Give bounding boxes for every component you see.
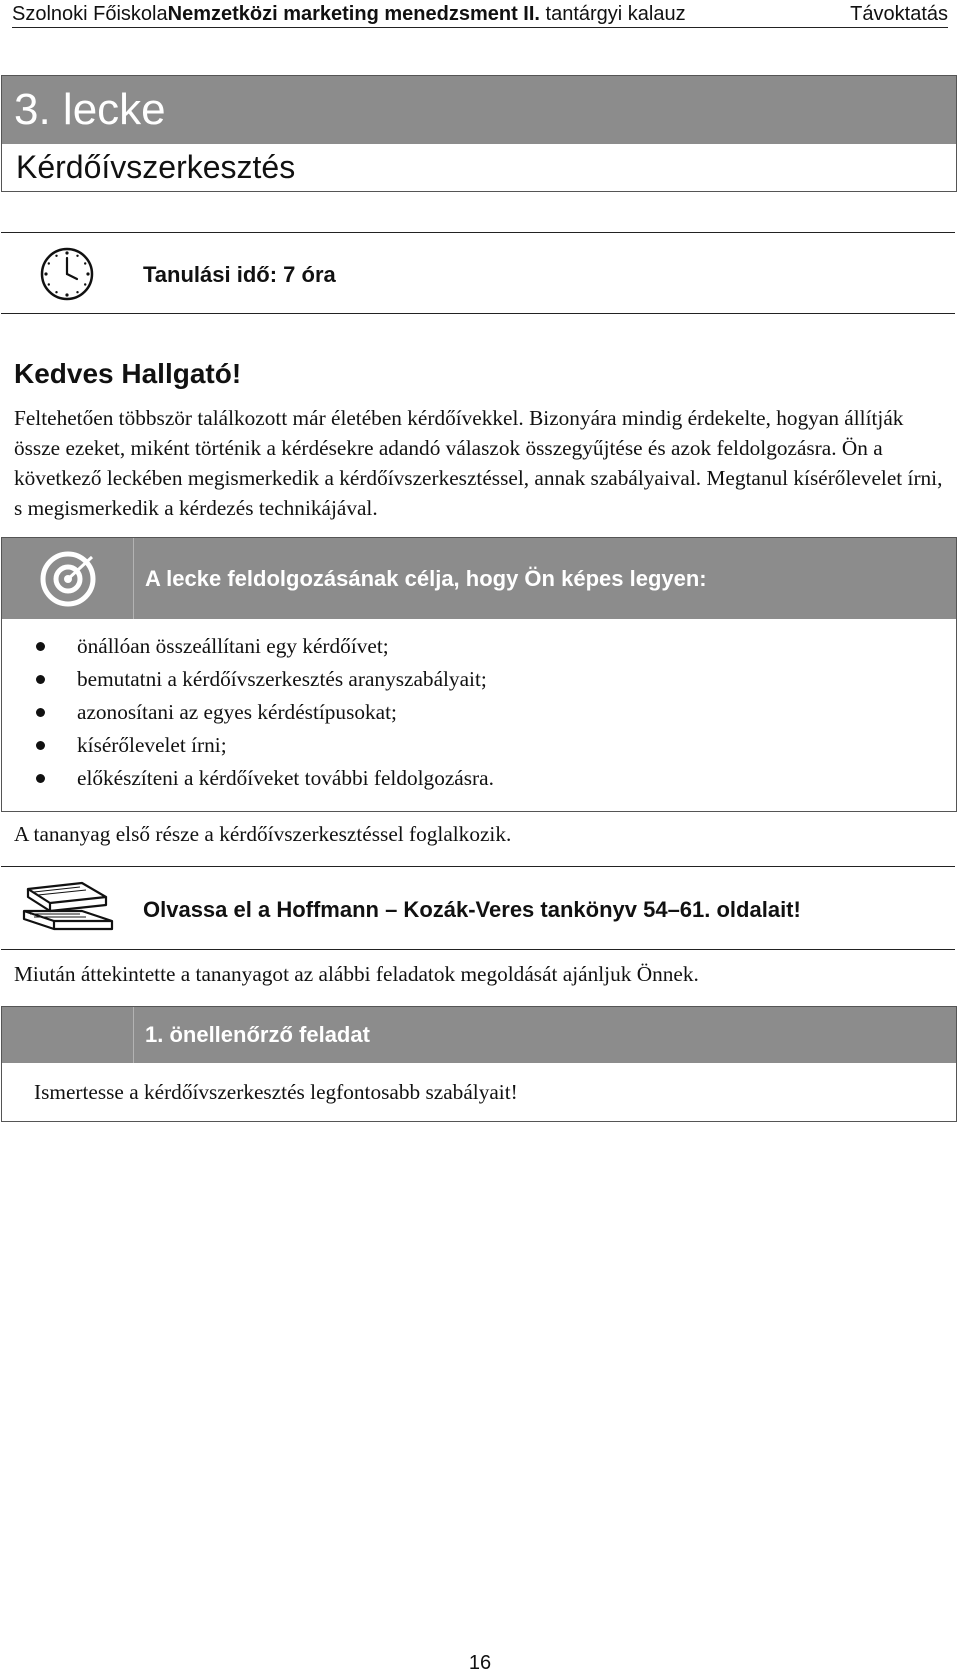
divider <box>1 313 955 314</box>
goal-box <box>1 537 957 812</box>
target-icon <box>38 549 98 609</box>
divider <box>1 866 955 867</box>
reading-assignment: Olvassa el a Hoffmann – Kozák-Veres tankönyv 54–61. oldalait! <box>143 897 801 922</box>
list-item: bemutatni a kérdőívszerkesztés aranyszabályait; <box>2 663 494 696</box>
intro-paragraph: Feltehetően többször találkozott már életében kérdőívekkel. Bizonyára mindig érdekelte, hogyan állítják össze ezeket, miként történik a kérdésekre adandó válaszok összegyűjtése és azok feldolgozásra. Ön a következő leckében megismerkedik a kérdőívszerkesztéssel, annak szabályaival. Megtanul kísérőlevelet írni, s megismerkedik a kérdezés technikájával. <box>14 406 943 520</box>
header-institution: Szolnoki Főiskola <box>12 3 168 25</box>
lesson-number: 3. lecke <box>2 76 956 144</box>
list-item: önállóan összeállítani egy kérdőívet; <box>2 630 494 663</box>
task-title: 1. önellenőrző feladat <box>145 1022 370 1047</box>
list-item: kísérőlevelet írni; <box>2 729 494 762</box>
header-course-rest: tantárgyi kalauz <box>539 3 686 25</box>
study-time: Tanulási idő: 7 óra <box>143 262 336 287</box>
part-note: A tananyag első része a kérdőívszerkesztéssel foglalkozik. <box>14 822 512 846</box>
list-item: azonosítani az egyes kérdéstípusokat; <box>2 696 494 729</box>
goal-list <box>2 630 494 795</box>
task-box <box>1 1006 957 1122</box>
lesson-title-box <box>1 75 957 192</box>
goal-header <box>2 538 956 619</box>
header-mode: Távoktatás <box>850 3 948 25</box>
divider <box>1 949 955 950</box>
list-item: előkészíteni a kérdőíveket további feldolgozásra. <box>2 762 494 795</box>
page-number: 16 <box>468 1652 492 1674</box>
header-course <box>12 3 686 26</box>
goal-icon-cell <box>2 538 134 619</box>
task-body: Ismertesse a kérdőívszerkesztés legfontosabb szabályait! <box>34 1080 518 1104</box>
divider <box>1 232 955 233</box>
after-note: Miután áttekintette a tananyagot az alábbi feladatok megoldását ajánljuk Önnek. <box>14 962 699 986</box>
greeting: Kedves Hallgató! <box>14 358 242 389</box>
page-header <box>12 0 948 28</box>
header-course-bold: Nemzetközi marketing menedzsment II. <box>167 3 540 25</box>
task-icon-cell <box>2 1007 134 1063</box>
books-icon <box>20 877 116 935</box>
clock-icon <box>40 246 94 302</box>
lesson-title: Kérdőívszerkesztés <box>16 149 296 185</box>
task-header <box>2 1007 956 1063</box>
goal-heading: A lecke feldolgozásának célja, hogy Ön képes legyen: <box>145 566 707 591</box>
